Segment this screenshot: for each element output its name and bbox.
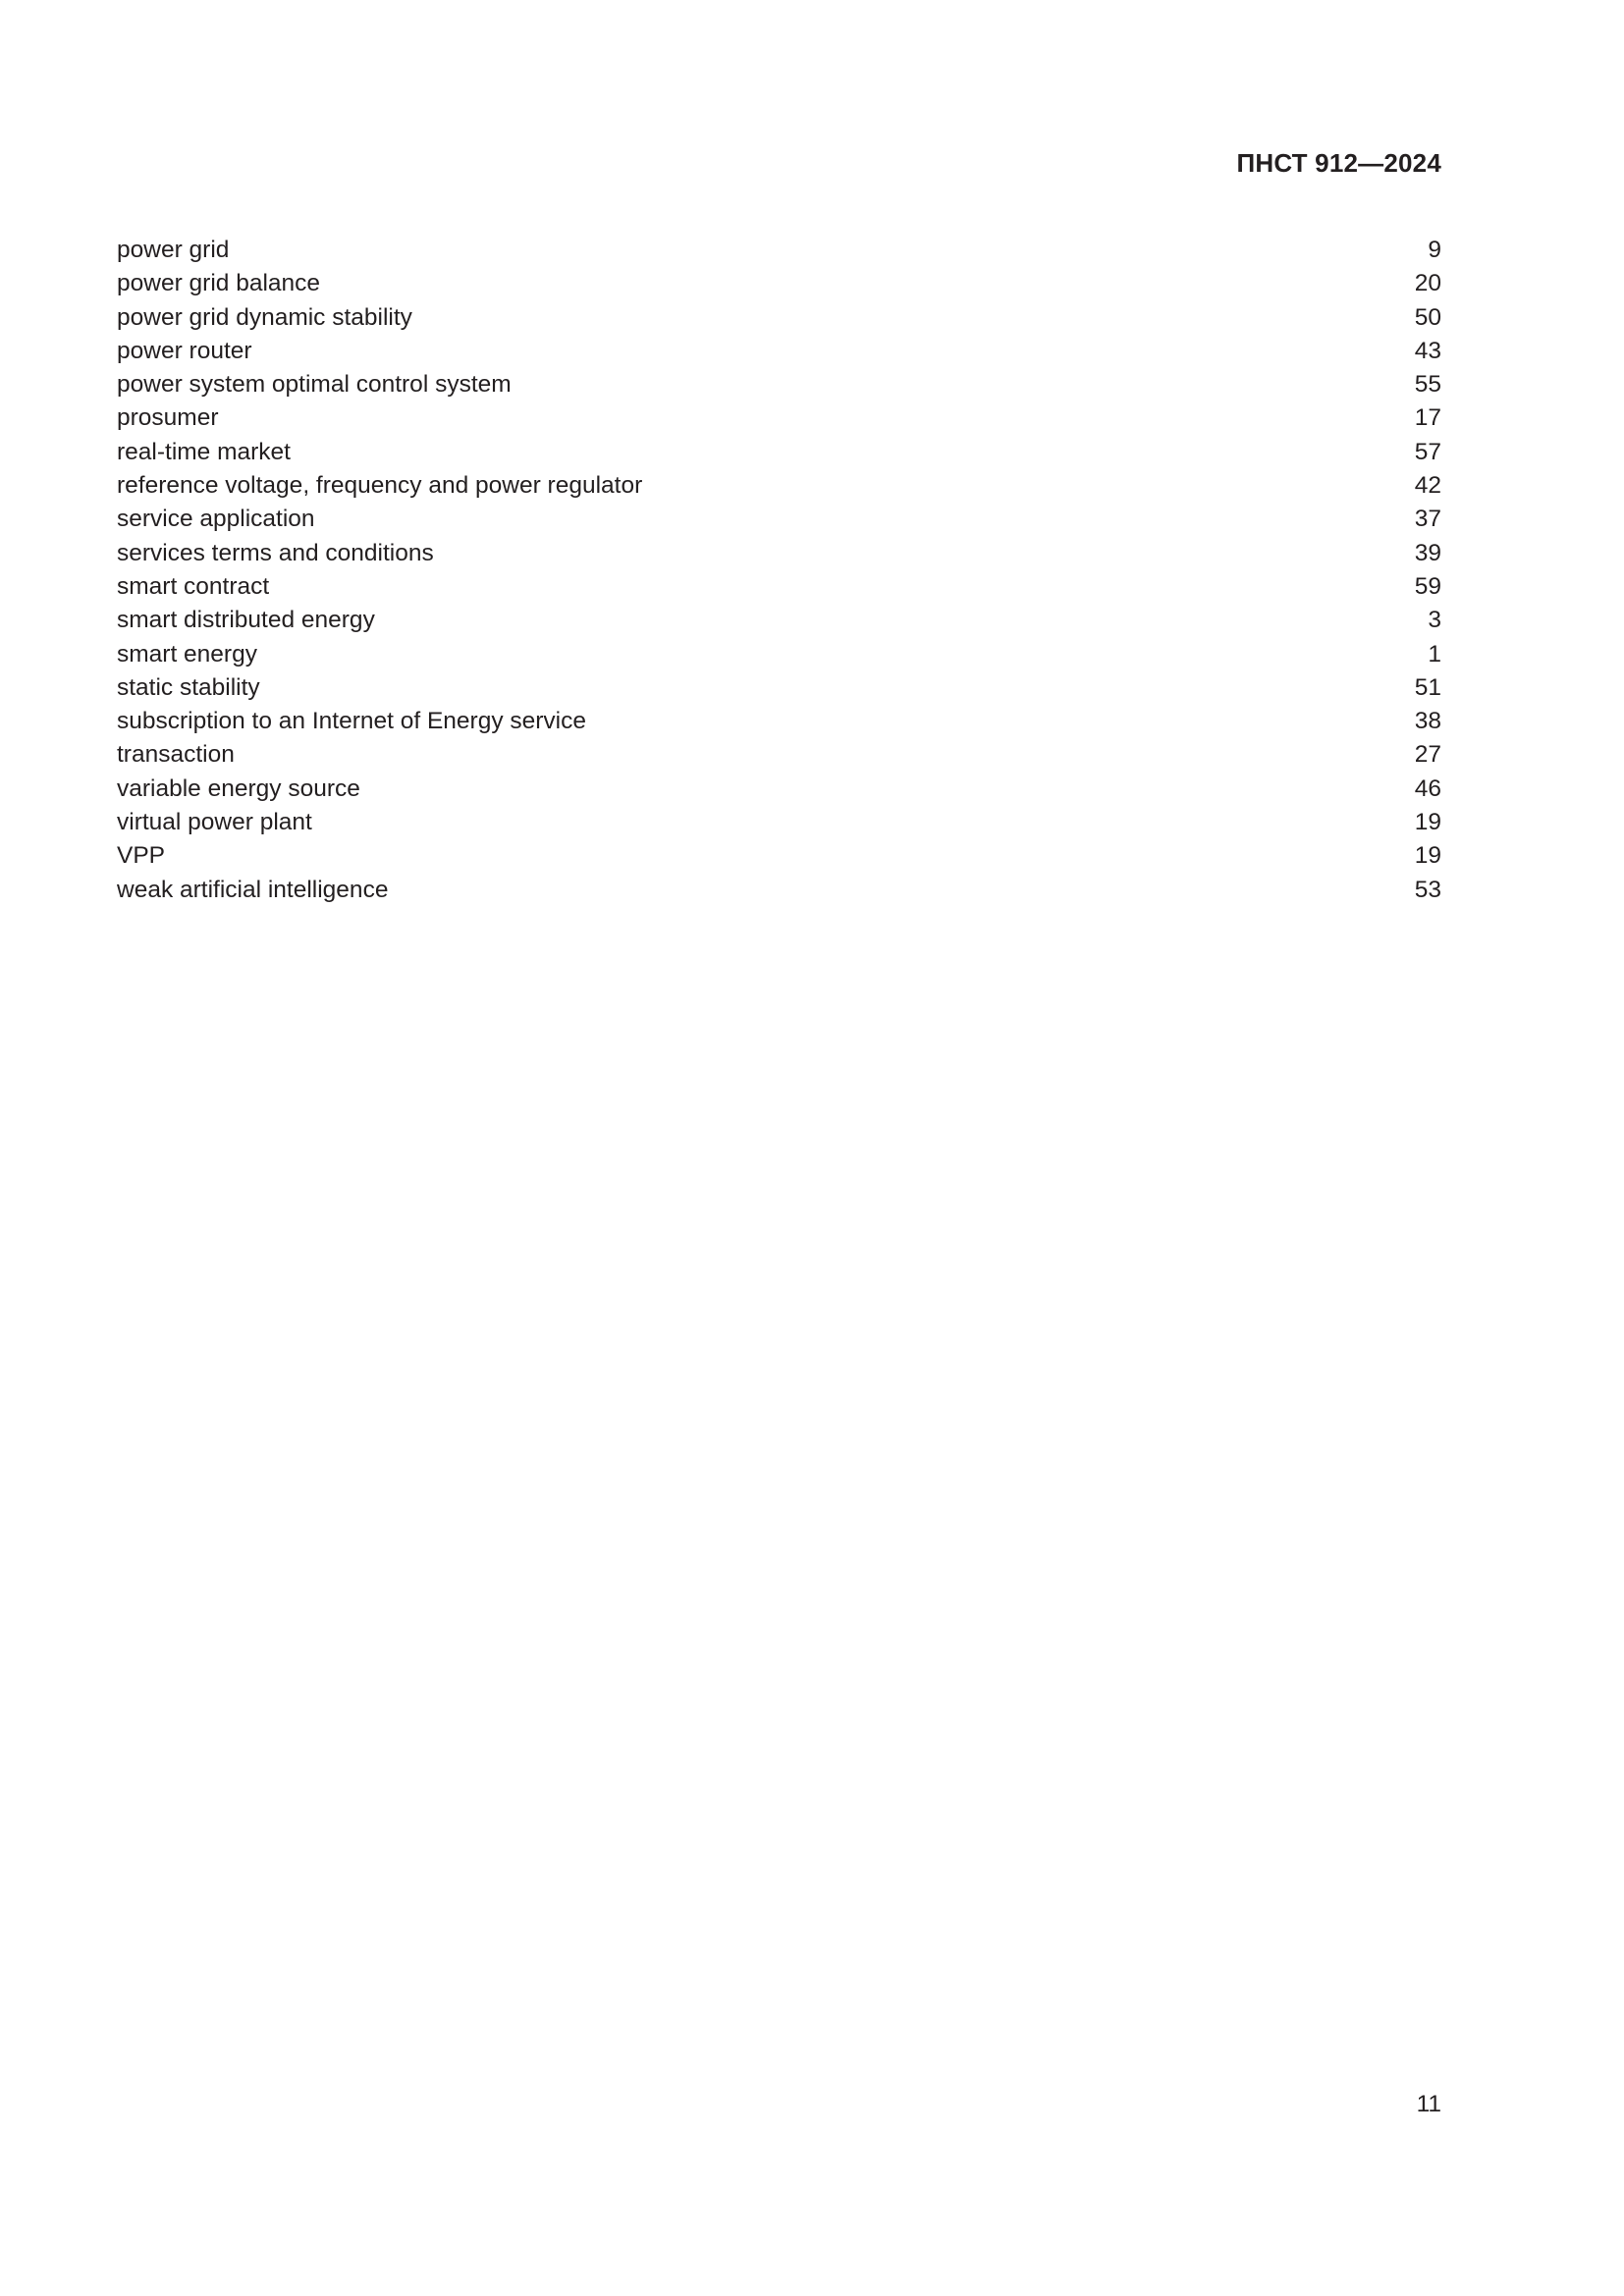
index-term: VPP: [117, 842, 166, 870]
index-entry: [117, 604, 1441, 637]
index-ref: 42: [1414, 472, 1441, 500]
index-term: real-time market: [117, 438, 291, 465]
index-ref: 17: [1414, 404, 1441, 432]
index-entry: [117, 368, 1441, 401]
index-term: power grid: [117, 237, 230, 263]
index-term: smart distributed energy: [117, 607, 375, 634]
index-entry: [117, 301, 1441, 335]
index-ref: 19: [1414, 809, 1441, 836]
index-ref: 38: [1414, 708, 1441, 735]
index-term: transaction: [117, 741, 235, 769]
index-entry: [117, 436, 1441, 469]
index-term: power system optimal control system: [117, 371, 512, 399]
index-entry: [117, 806, 1441, 839]
index-entry: [117, 537, 1441, 570]
index-ref: 59: [1414, 572, 1441, 600]
index-entry: [117, 773, 1441, 806]
index-entry: [117, 469, 1441, 503]
index-term: subscription to an Internet of Energy service: [117, 708, 587, 735]
index-term: variable energy source: [117, 774, 360, 802]
index-entry: [117, 738, 1441, 772]
index-term: smart energy: [117, 640, 257, 667]
index-term: reference voltage, frequency and power regulator: [117, 472, 643, 500]
index-term: power grid balance: [117, 270, 321, 297]
index-entry: [117, 401, 1441, 435]
index-term: power grid dynamic stability: [117, 303, 412, 331]
index-ref: 9: [1428, 237, 1441, 263]
index-entry: [117, 267, 1441, 300]
index-ref: 1: [1428, 640, 1441, 667]
index-term: prosumer: [117, 404, 219, 432]
index-ref: 43: [1414, 337, 1441, 364]
index-term: weak artificial intelligence: [117, 876, 389, 903]
index-entry: [117, 874, 1441, 907]
index-ref: 53: [1414, 876, 1441, 903]
index-ref: 57: [1414, 438, 1441, 465]
index-entry: [117, 638, 1441, 671]
index-ref: 20: [1414, 270, 1441, 297]
index-entry: [117, 705, 1441, 738]
index-entry: [117, 671, 1441, 705]
index-ref: 46: [1414, 774, 1441, 802]
index-ref: 19: [1414, 842, 1441, 870]
index-ref: 37: [1414, 506, 1441, 533]
index-entry: [117, 839, 1441, 873]
index-ref: 55: [1414, 371, 1441, 399]
index-term: power router: [117, 337, 252, 364]
index-ref: 39: [1414, 539, 1441, 566]
index-ref: 3: [1428, 607, 1441, 634]
index-term: static stability: [117, 673, 260, 701]
index-ref: 27: [1414, 741, 1441, 769]
index-entry: [117, 570, 1441, 604]
index-term: services terms and conditions: [117, 539, 434, 566]
document-code: ПНСТ 912—2024: [1236, 148, 1441, 178]
page-number: 11: [1416, 2091, 1441, 2117]
index-term: virtual power plant: [117, 809, 312, 836]
index-ref: 51: [1414, 673, 1441, 701]
index-term: smart contract: [117, 572, 270, 600]
index-entry: [117, 335, 1441, 368]
index-term: service application: [117, 506, 315, 533]
index-entry: [117, 503, 1441, 536]
index-entry: [117, 234, 1441, 267]
index-ref: 50: [1414, 303, 1441, 331]
alphabetical-index: [117, 234, 1441, 907]
